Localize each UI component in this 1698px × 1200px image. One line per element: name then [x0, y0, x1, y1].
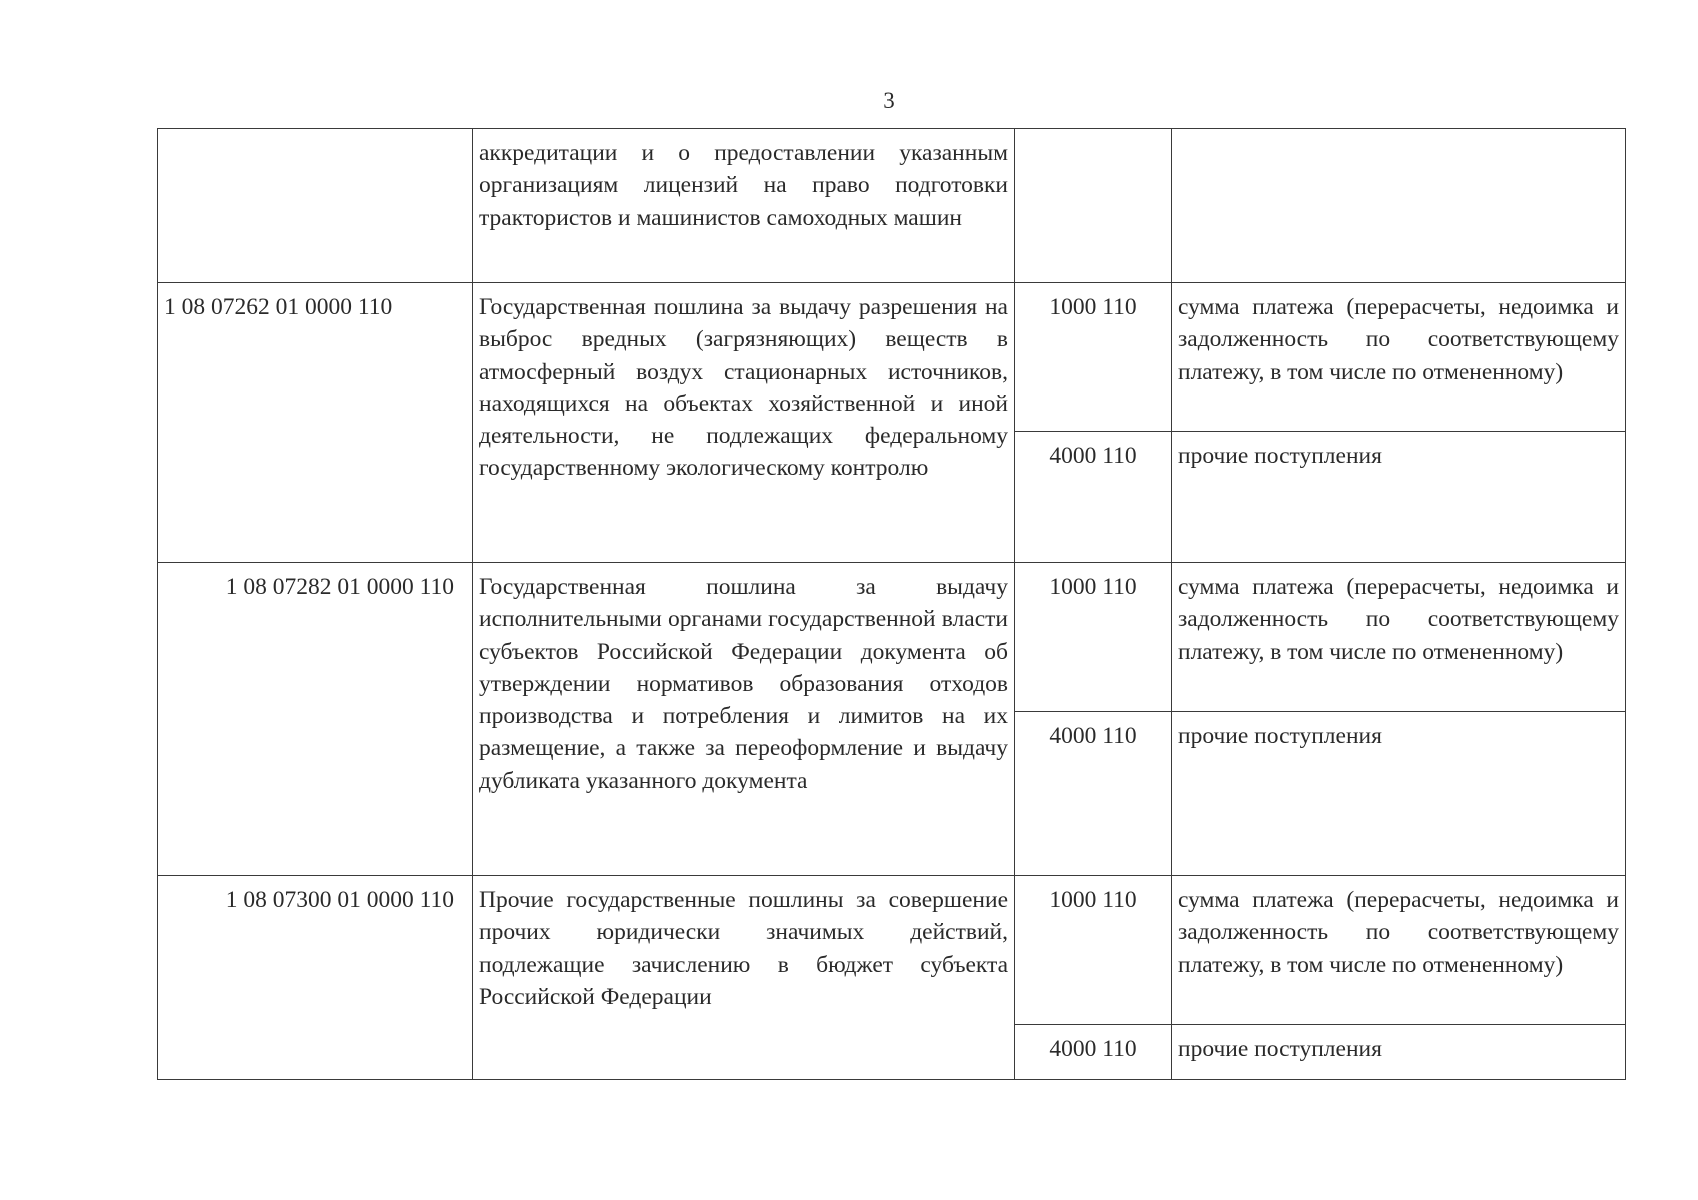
revenue-codes-table [157, 128, 1626, 1080]
code-cell: 1 08 07282 01 0000 110 [158, 563, 473, 876]
subcode-cell: 4000 110 [1015, 432, 1172, 563]
description-cell: аккредитации и о предоставлении указанным организациям лицензий на право подготовки трактористов и машинистов самоходных машин [473, 129, 1015, 283]
code-cell: 1 08 07262 01 0000 110 [158, 283, 473, 563]
subcode-cell: 4000 110 [1015, 1025, 1172, 1080]
table-row [158, 876, 1626, 1025]
page-number: 3 [883, 88, 895, 113]
code-cell [158, 129, 473, 283]
note-cell: сумма платежа (перерасчеты, недоимка и задолженность по соответствующему платежу, в том числе по отмененному) [1172, 563, 1626, 712]
subcode-cell: 1000 110 [1015, 283, 1172, 432]
subcode-cell: 1000 110 [1015, 563, 1172, 712]
subcode-cell: 4000 110 [1015, 712, 1172, 876]
table-row [158, 283, 1626, 432]
table-row [158, 129, 1626, 283]
note-cell: прочие поступления [1172, 1025, 1626, 1080]
subcode-cell [1015, 129, 1172, 283]
note-cell [1172, 129, 1626, 283]
note-cell: прочие поступления [1172, 432, 1626, 563]
description-cell: Государственная пошлина за выдачу исполнительными органами государственной власти субъектов Российской Федерации документа об утверждении нормативов образования отходов производства и потребления и лимитов на их размещение, а также за переоформление и выдачу дубликата указанного документа [473, 563, 1015, 876]
description-cell: Прочие государственные пошлины за совершение прочих юридически значимых действий, подлежащие зачислению в бюджет субъекта Российской Федерации [473, 876, 1015, 1080]
note-cell: сумма платежа (перерасчеты, недоимка и задолженность по соответствующему платежу, в том числе по отмененному) [1172, 876, 1626, 1025]
description-cell: Государственная пошлина за выдачу разрешения на выброс вредных (загрязняющих) веществ в атмосферный воздух стационарных источников, находящихся на объектах хозяйственной и иной деятельности, не подлежащих федеральному государственному экологическому контролю [473, 283, 1015, 563]
note-cell: прочие поступления [1172, 712, 1626, 876]
table-row [158, 563, 1626, 712]
code-cell: 1 08 07300 01 0000 110 [158, 876, 473, 1080]
subcode-cell: 1000 110 [1015, 876, 1172, 1025]
note-cell: сумма платежа (перерасчеты, недоимка и задолженность по соответствующему платежу, в том числе по отмененному) [1172, 283, 1626, 432]
